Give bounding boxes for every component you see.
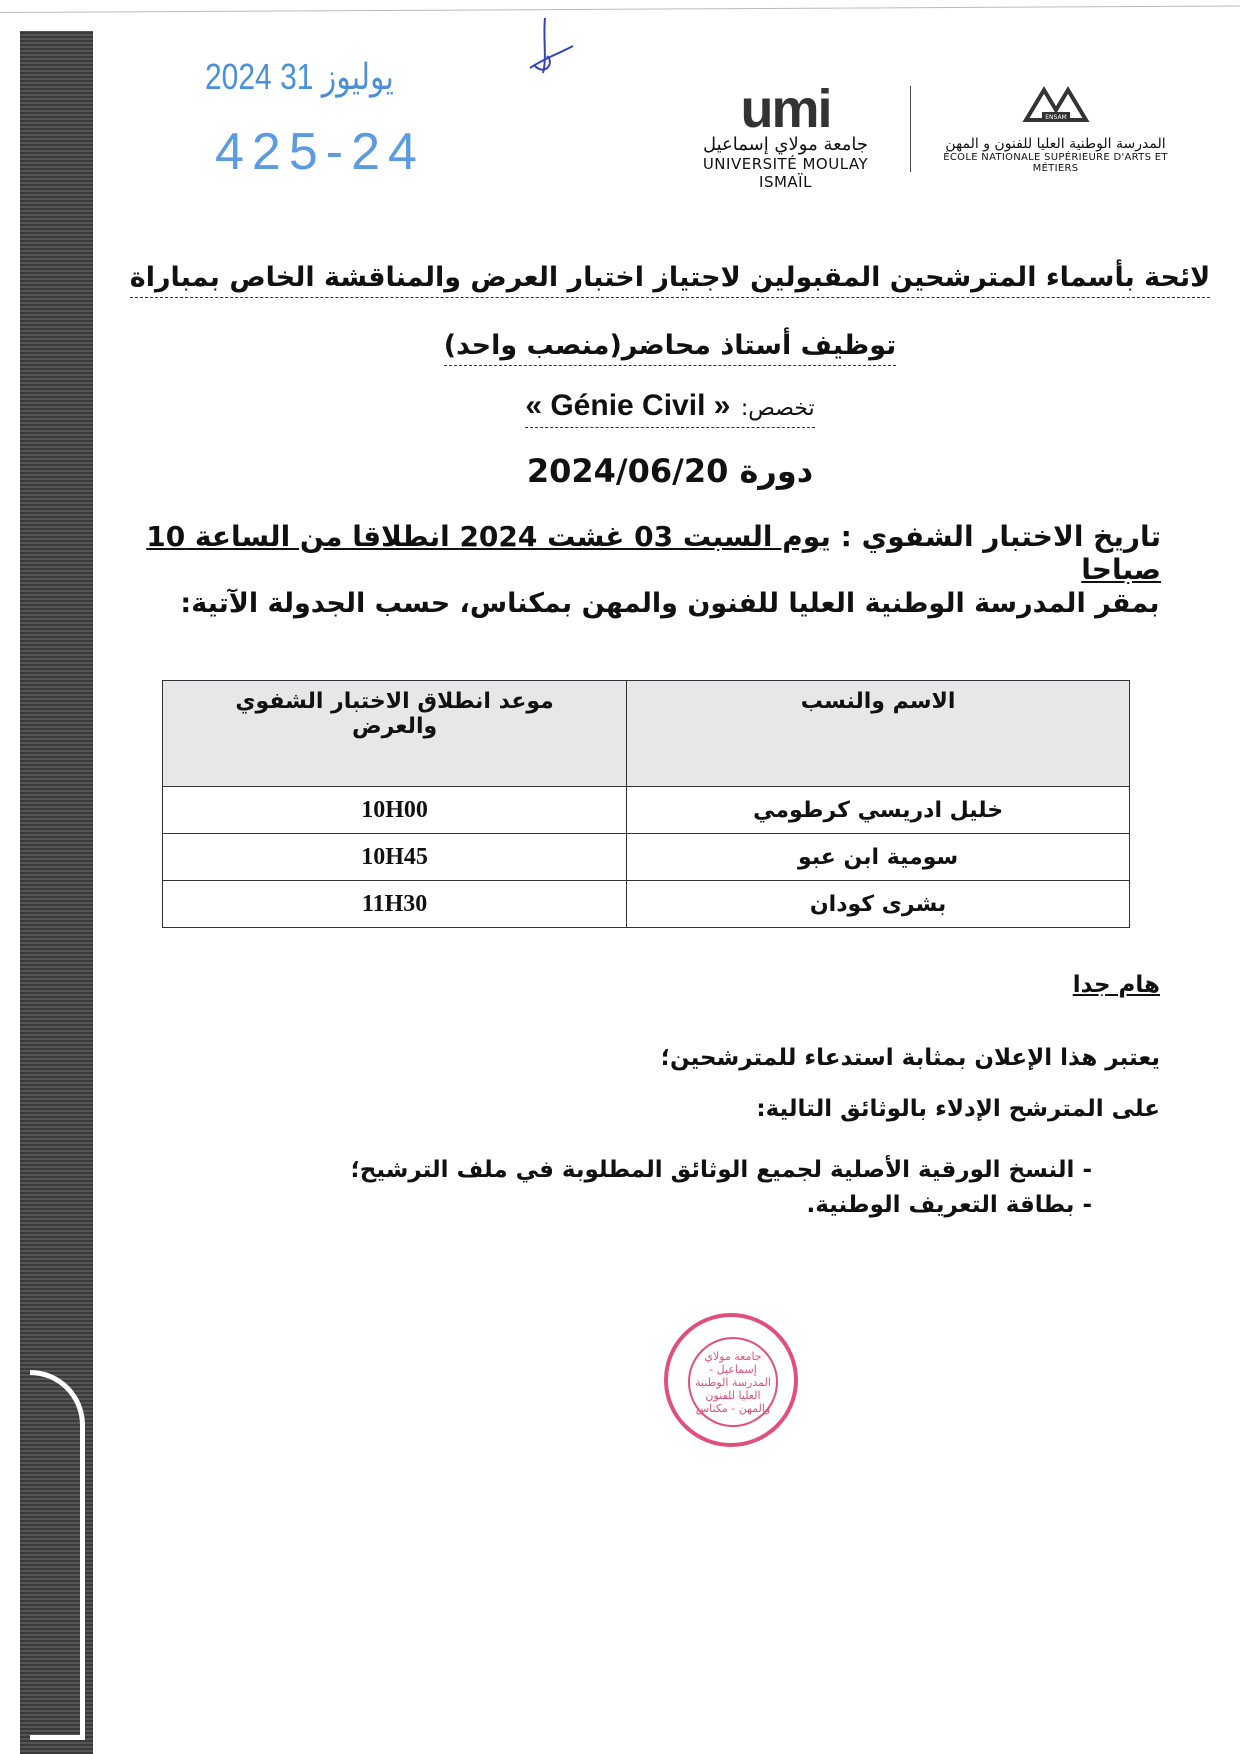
exam-date-label: تاريخ الاختبار الشفوي : [840,520,1161,553]
candidate-time: 11H30 [163,881,627,928]
ensam-name-ar: المدرسة الوطنية العليا للفنون و المهن [945,136,1166,152]
document-item: - النسخ الورقية الأصلية لجميع الوثائق المطلوبة في ملف الترشيح؛ [350,1157,1092,1183]
umi-logo-mark: umi [740,79,831,139]
session: دورة 2024/06/20 [526,452,814,490]
reception-stamp-number: 425-24 [215,123,425,181]
reception-stamp-date: 2024 يوليوز 31 [205,57,394,98]
ensam-emblem-icon [1016,84,1096,128]
title-line-1 [100,262,1240,293]
notes-heading: هام جدا [1072,972,1160,998]
ensam-logo [928,84,1183,174]
signature-icon [525,18,575,78]
header-time: موعد انطلاق الاختبار الشفوي والعرض [163,681,627,787]
table-row [163,881,1130,928]
candidate-time: 10H45 [163,834,627,881]
header-name: الاسم والنسب [627,681,1130,787]
umi-logo [678,79,893,191]
document-item: - بطاقة التعريف الوطنية. [806,1192,1092,1218]
umi-name-fr: UNIVERSITÉ MOULAY ISMAÏL [702,155,869,191]
specialty-label: تخصص: [740,396,815,421]
title-line-2-text: توظيف أستاذ محاضر(منصب واحد) [444,330,897,366]
official-seal [664,1313,798,1447]
candidates-table [162,680,1130,928]
table-row [163,834,1130,881]
specialty [100,388,1240,423]
exam-date [125,520,1161,586]
candidate-time: 10H00 [163,787,627,834]
ensam-mark: ENSAM [1044,114,1067,121]
seal-text: جامعة مولاي إسماعيل - المدرسة الوطنية العليا للفنون والمهن - مكناس [695,1349,771,1415]
title-line-1-text: لائحة بأسماء المترشحين المقبولين لاجتياز اختبار العرض والمناقشة الخاص بمباراة [130,262,1210,298]
scan-edge [0,0,1240,13]
candidate-name: سومية ابن عبو [627,834,1130,881]
ensam-name-fr: ÉCOLE NATIONALE SUPÉRIEURE D'ARTS ET MÉTIERS [943,152,1168,174]
candidate-name: بشرى كودان [627,881,1130,928]
specialty-value: « Génie Civil » [525,389,731,422]
exam-location: بمقر المدرسة الوطنية العليا للفنون والمهن بمكناس، حسب الجدولة الآتية: [180,588,1160,619]
umi-name-ar: جامعة مولاي إسماعيل [702,134,869,155]
notes-line-2: على المترشح الإدلاء بالوثائق التالية: [756,1096,1160,1122]
logo-divider [910,86,911,172]
title-line-2 [100,330,1240,361]
exam-date-value: يوم السبت 03 غشت 2024 انطلاقا من الساعة 10 صباحا [146,520,1161,586]
notes-line-1: يعتبر هذا الإعلان بمثابة استدعاء للمترشحين؛ [660,1045,1160,1071]
table-row [163,787,1130,834]
candidate-name: خليل ادريسي كرطومي [627,787,1130,834]
binding-mark [30,1370,85,1740]
table-header-row [163,681,1130,787]
